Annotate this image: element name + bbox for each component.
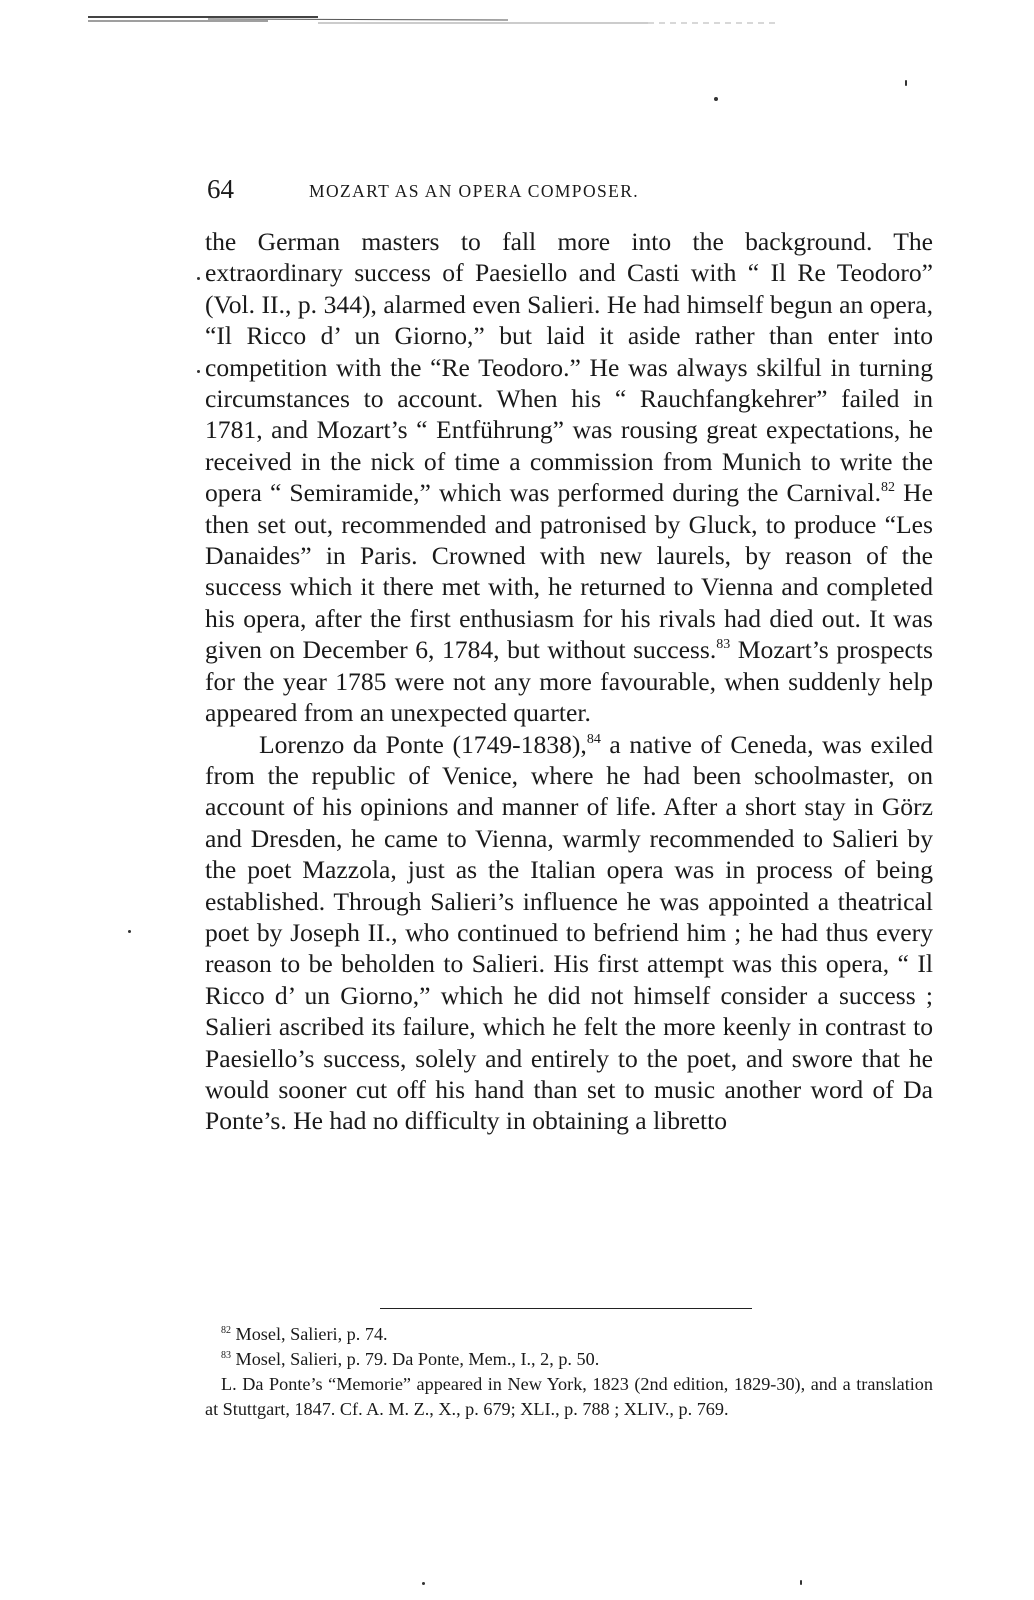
- text-run: Mozart’s prospects for the year 1785 were not any more favourable, when suddenly help appeared from an unexpected quarter.: [205, 635, 933, 728]
- footnote-divider: [380, 1308, 752, 1309]
- scan-speck: [800, 1580, 802, 1585]
- paragraph: [205, 729, 933, 1137]
- scan-speck: [197, 277, 200, 280]
- page-header: [207, 174, 937, 214]
- text-run: a native of Ceneda, was exiled from the republic of Venice, where he had been schoolmaster, on account of his opinions and manner of life. After a short stay in Görz and Dresden, he came to Vienna, warmly recommended to Salieri by the poet Mazzola, just as the Italian opera was in process of being established. Through Salieri’s influence he was appointed a theatrical poet by Joseph II., who continued to befriend him ; he had thus every reason to be beholden to Salieri. His first attempt was this opera, “ Il Ricco d’ un Giorno,” which he did not himself consider a success ; Salieri ascribed its failure, which he felt the more keenly in contrast to Paesiello’s success, solely and entirely to the poet, and swore that he would sooner cut off his hand than set to music another word of Da Ponte’s. He had no difficulty in obtaining a libretto: [205, 729, 933, 1136]
- footnote-ref: 83: [716, 637, 731, 653]
- text-run: the German masters to fall more into the background. The extraordinary success of Paesiello and Casti with “ Il Re Teodoro” (Vol. II., p. 344), alarmed even Salieri. He had himself begun an opera, “Il Ricco d’ un Giorno,” but laid it aside rather than enter into competition with the “Re Teodoro.” He was always skilful in turning circumstances to account. When his “ Rauchfangkehrer” failed in 1781, and Mozart’s “ Entführung” was rousing great expectations, he received in the nick of time a commission from Munich to write the opera “ Semiramide,” which was performed during the Carnival.: [205, 227, 933, 508]
- footnote-text: L. Da Ponte’s “Memorie” appeared in New York, 1823 (2nd edition, 1829-30), and a translation at Stuttgart, 1847. Cf. A. M. Z., X., p. 679; XLI., p. 788 ; XLIV., p. 769.: [205, 1374, 933, 1419]
- scan-speck: [197, 370, 200, 373]
- paragraph: [205, 226, 933, 729]
- scan-speck: [905, 80, 907, 86]
- footnote: [205, 1322, 933, 1347]
- page-number: 64: [207, 174, 234, 204]
- scan-artifact-lines: [88, 14, 778, 26]
- scan-speck: [714, 97, 718, 101]
- text-run: Lorenzo da Ponte (1749-1838),: [259, 729, 587, 759]
- footnote-marker: 82: [221, 1325, 231, 1336]
- footnote-ref: 84: [586, 731, 601, 747]
- footnote: [205, 1347, 933, 1372]
- footnote-marker: 83: [221, 1350, 231, 1361]
- text-run: He then set out, recommended and patronised by Gluck, to produce “Les Danaides” in Paris. Crowned with new laurels, by reason of the success which it there met with, he returned to Vienna and completed his opera, after the first enthusiasm for his rivals had died out. It was given on December 6, 1784, but without success.: [205, 478, 933, 665]
- scan-speck: [128, 930, 131, 933]
- footnotes: [205, 1322, 933, 1422]
- footnote-text: Mosel, Salieri, p. 74.: [231, 1324, 388, 1344]
- main-text: [205, 226, 933, 1137]
- footnote-text: Mosel, Salieri, p. 79. Da Ponte, Mem., I., 2, p. 50.: [231, 1349, 600, 1369]
- footnote: [205, 1372, 933, 1422]
- footnote-ref: 82: [881, 480, 896, 496]
- running-title: MOZART AS AN OPERA COMPOSER.: [309, 181, 640, 201]
- scan-speck: [422, 1582, 425, 1585]
